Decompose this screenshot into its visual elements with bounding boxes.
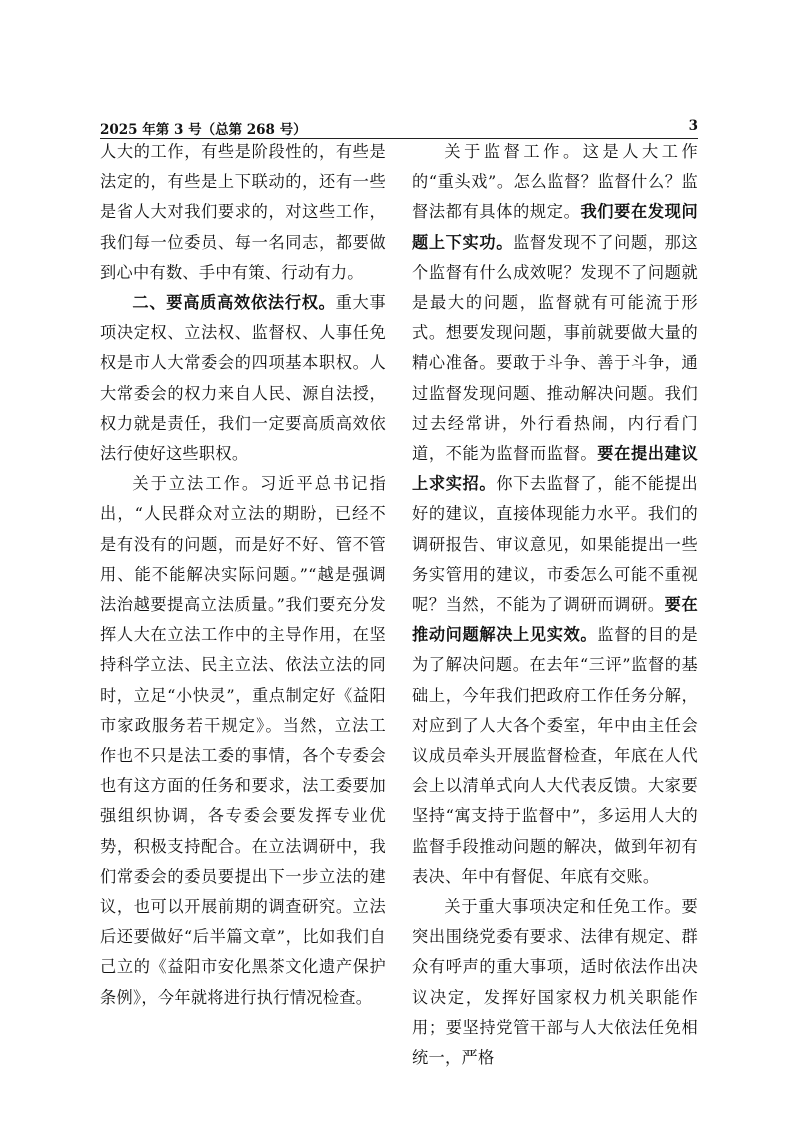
section-heading: 二、要高质高效依法行权。 [132,293,336,313]
page-number: 3 [688,118,698,134]
right-column [412,137,698,1073]
left-column [100,137,386,1013]
paragraph-continued [100,137,386,288]
paragraph-supervision [412,137,698,892]
paragraph-text: 要突出围绕党委有要求、法律有规定、群众有呼声的重大事项，适时依法作出决议决定，发挥好国家权力机关职能作用；要坚持党管干部与人大依法任免相统一，严格 [412,897,698,1068]
paragraph-text: 你下去监督了，能不能提出好的建议，直接体现能力水平。我们的调研报告、审议意见，如果能提出一些务实管用的建议，市委怎么可能不重视呢？当然，不能为了调研而调研。 [412,474,699,615]
paragraph-legislation [100,469,386,1013]
issue-label: 2025 年第 3 号（总第 268 号） [100,122,307,138]
topic-lead: 关于立法工作。 [132,474,261,494]
paragraph-text: 习近平总书记指出，“人民群众对立法的期盼，已经不是有没有的问题，而是好不好、管不管用、能不能解决实际问题。”“越是强调法治越要提高立法质量。”我们要充分发挥人大在立法工作中的主导作用，在坚持科学立法、民主立法、依法立法的同时，立足“小快灵”，重点制定好《益阳市家政服务若干规定》。当然，立法工作也不只是法工委的事情，各个专委会也有这方面的任务和要求，法工委要加强组织协调，各专委会要发挥专业优势，积极支持配合。在立法调研中，我们常委会的委员要提出下一步立法的建议，也可以开展前期的调查研究。立法后还要做好“后半篇文章”，比如我们自己立的《益阳市安化黑茶文化遗产保护条例》，今年就将进行执行情况检查。 [100,474,386,1007]
paragraph-text: 监督发现不了问题，那这个监督有什么成效呢？发现不了问题就是最大的问题，监督就有可能流于形式。想要发现问题，事前就要做大量的精心准备。要敢于斗争、善于斗争，通过监督发现问题、推动解决问题。我们过去经常讲，外行看热闹，内行看门道，不能为监督而监督。 [412,232,698,464]
topic-lead: 关于监督工作。 [444,142,583,161]
emphasis-text: 我们要在发现问题上下实功。 [412,202,699,252]
topic-lead: 关于重大事项决定和任免工作。 [444,897,682,917]
emphasis-text: 要在提出建议上求实招。 [412,444,698,494]
paragraph-section-two [100,288,386,469]
emphasis-text: 要在推动问题解决上见实效。 [412,595,699,645]
paragraph-decisions [412,892,698,1073]
page-header [100,116,698,139]
paragraph-text: 这是人大工作的“重头戏”。怎么监督？监督什么？监督法都有具体的规定。 [412,142,698,222]
paragraph-text: 重大事项决定权、立法权、监督权、人事任免权是市人大常委会的四项基本职权。人大常委会的权力来自人民、源自法授，权力就是责任，我们一定要高质高效依法行使好这些职权。 [100,293,386,464]
paragraph-text: 人大的工作，有些是阶段性的，有些是法定的，有些是上下联动的，还有一些是省人大对我们要求的，对这些工作，我们每一位委员、每一名同志，都要做到心中有数、手中有策、行动有力。 [100,142,386,282]
paragraph-text: 监督的目的是为了解决问题。在去年“三评”监督的基础上，今年我们把政府工作任务分解，对应到了人大各个委室，年中由主任会议成员牵头开展监督检查，年底在人代会上以清单式向人大代表反馈。大家要坚持“寓支持于监督中”，多运用人大的监督手段推动问题的解决，做到年初有表决、年中有督促、年底有交账。 [412,625,698,886]
